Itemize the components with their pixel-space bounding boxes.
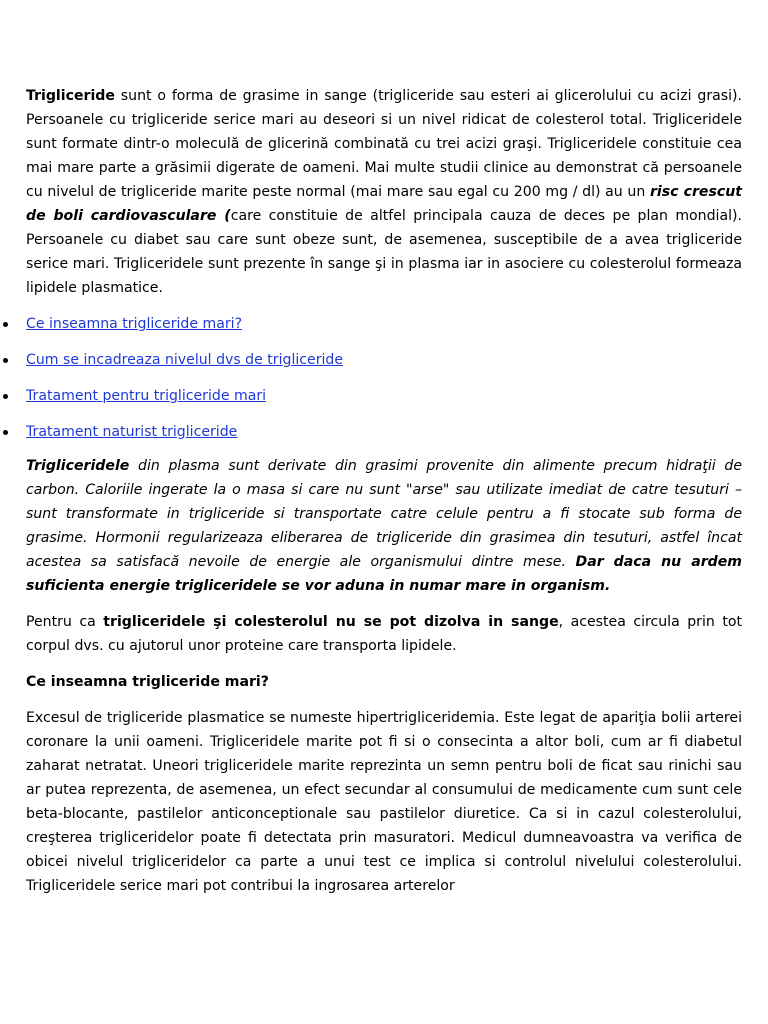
transport-bold: trigliceridele şi colesterolul nu se pot dizolva in sange [103,614,559,630]
intro-text-2: care constituie de altfel principala cauza de deces pe plan mondial). Persoanele cu diabet sau care sunt obeze sunt, de asemenea, susceptibile de a avea trigliceride serice mari. Trigliceridele sunt prezente în sange şi in plasma iar in asociere cu colesterolul formeaza lipidele plasmatice. [26,208,742,296]
transport-text-2: , acestea circula prin tot corpul dvs. cu ajutorul unor proteine care transporta lipidele. [26,614,743,654]
section-heading: Ce inseamna trigliceride mari? [26,674,269,690]
link-level-classification[interactable]: Cum se incadreaza nivelul dvs de trigliceride [26,352,344,368]
intro-paragraph [26,84,742,300]
list-item [26,312,742,336]
transport-paragraph [26,610,742,658]
document-body [26,84,742,898]
plasma-bold-conclusion: Dar daca nu ardem suficienta energie trigliceridele se vor aduna in numar mare in organism. [26,554,742,594]
plasma-paragraph [26,454,742,598]
link-natural-treatment[interactable]: Tratament naturist trigliceride [26,424,238,440]
plasma-term: Trigliceridele [26,458,130,474]
transport-text-1: Pentru ca [26,614,104,630]
link-list [26,312,742,444]
list-item [26,384,742,408]
hypertriglyceridemia-paragraph: Excesul de trigliceride plasmatice se numeste hipertrigliceridemia. Este legat de apariţia bolii arterei coronare la unii oameni. Trigliceridele marite pot fi si o consecinta a altor boli, cum ar fi diabetul zaharat netratat. Uneori trigliceridele marite reprezinta un semn pentru boli de ficat sau rinichi sau ar putea reprezenta, de asemenea, un efect secundar al consumului de medicamente cum sunt cele beta-blocante, pastilelor anticonceptionale sau pastilelor diuretice. Ca si in cazul colesterolului, creşterea trigliceridelor poate fi detectata prin masuratori. Medicul dumneavoastra va verifica de obicei nivelul trigliceridelor ca parte a unui test ce implica si controlul nivelului colesterolului. Trigliceridele serice mari pot contribui la ingrosarea arterelor [26,710,742,894]
intro-term: Trigliceride [26,88,115,104]
intro-text-1: sunt o forma de grasime in sange (trigliceride sau esteri ai glicerolului cu acizi grasi). Persoanele cu trigliceride serice mari au deseori si un nivel ridicat de colesterol total. Trigliceridele sunt formate dintr-o moleculă de glicerină combinată cu trei acizi graşi. Trigliceridele constituie cea mai mare parte a grăsimii digerate de oameni. Mai multe studii clinice au demonstrat că persoanele cu nivelul de trigliceride marite peste normal (mai mare sau egal cu 200 mg / dl) au un [26,88,742,200]
link-high-triglycerides[interactable]: Ce inseamna trigliceride mari? [26,316,243,332]
link-treatment[interactable]: Tratament pentru trigliceride mari [26,388,267,404]
risk-emphasis: risc crescut de boli cardiovasculare ( [26,184,742,224]
plasma-text: din plasma sunt derivate din grasimi provenite din alimente precum hidraţii de carbon. Caloriile ingerate la o masa si care nu sunt "arse" sau utilizate imediat de catre tesuturi – sunt transformate in trigliceride si transportate catre celule pentru a fi stocate sub forma de grasime. Hormonii regularizeaza eliberarea de trigliceride din grasimea din tesuturi, astfel încat acestea sa satisfacă nevoile de energie ale organismului dintre mese. [26,458,742,570]
list-item [26,420,742,444]
list-item [26,348,742,372]
